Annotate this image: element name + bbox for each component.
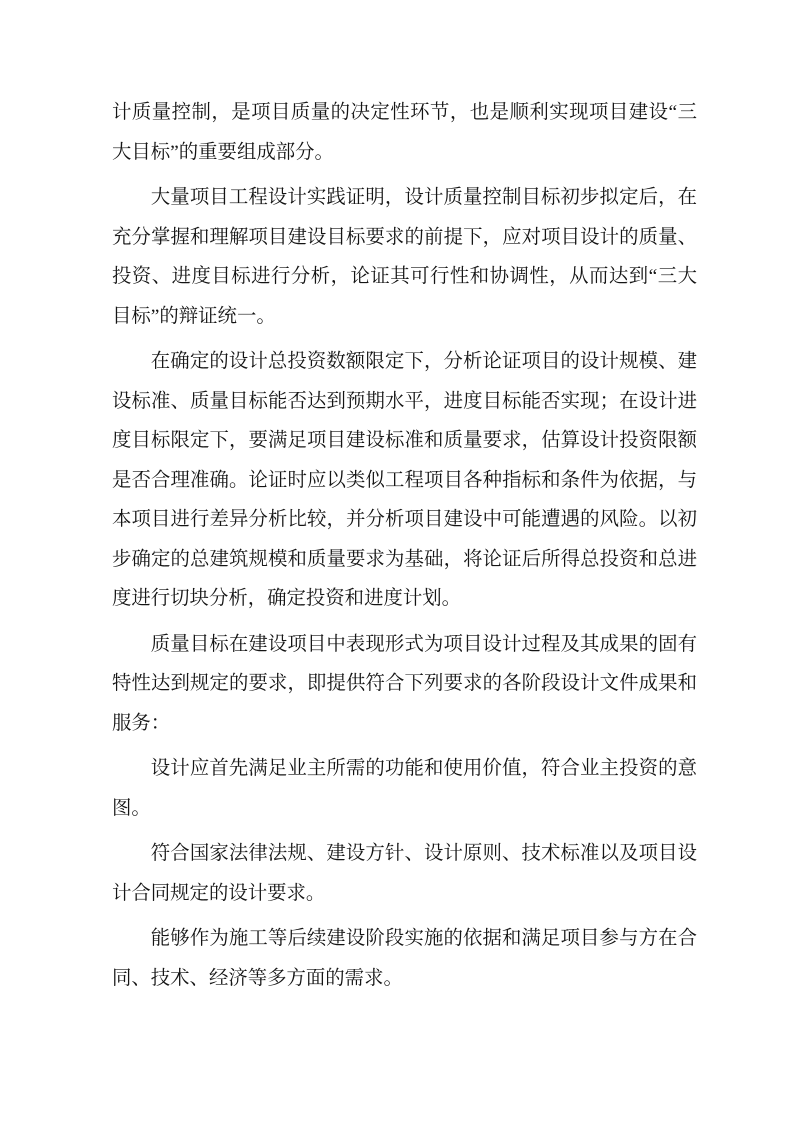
paragraph: 质量目标在建设项目中表现形式为项目设计过程及其成果的固有特性达到规定的要求，即提供符合下列要求的各阶段设计文件成果和服务：: [112, 633, 697, 734]
paragraph: 符合国家法律法规、建设方针、设计原则、技术标准以及项目设计合同规定的设计要求。: [112, 843, 697, 904]
document-body: [112, 93, 697, 998]
paragraph: 在确定的设计总投资数额限定下，分析论证项目的设计规模、建设标准、质量目标能否达到预期水平，进度目标能否实现；在设计进度目标限定下，要满足项目建设标准和质量要求，估算设计投资限额是否合理准确。论证时应以类似工程项目各种指标和条件为依据，与本项目进行差异分析比较，并分析项目建设中可能遭遇的风险。以初步确定的总建筑规模和质量要求为基础，将论证后所得总投资和总进度进行切块分析，确定投资和进度计划。: [112, 351, 697, 609]
paragraph: 计质量控制，是项目质量的决定性环节，也是顺利实现项目建设“三大目标”的重要组成部分。: [112, 102, 697, 163]
paragraph: 设计应首先满足业主所需的功能和使用价值，符合业主投资的意图。: [112, 758, 697, 819]
paragraph: 大量项目工程设计实践证明，设计质量控制目标初步拟定后，在充分掌握和理解项目建设目标要求的前提下，应对项目设计的质量、投资、进度目标进行分析，论证其可行性和协调性，从而达到“三大目标”的辩证统一。: [112, 187, 697, 327]
paragraph: 能够作为施工等后续建设阶段实施的依据和满足项目参与方在合同、技术、经济等多方面的需求。: [112, 928, 697, 989]
